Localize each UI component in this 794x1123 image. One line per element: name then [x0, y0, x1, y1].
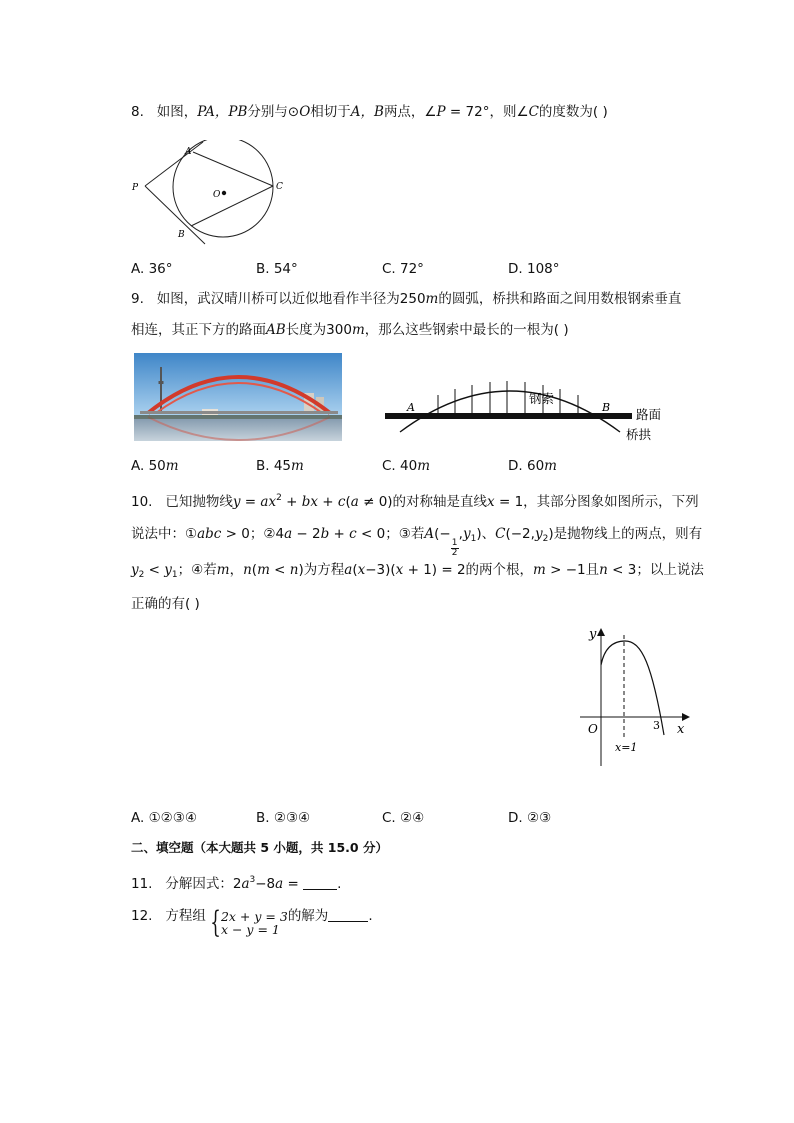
q8-label-a: A	[185, 147, 192, 157]
q10-number: 10.	[131, 494, 153, 510]
bridge-photo	[134, 353, 342, 441]
q8-var: P	[436, 104, 446, 120]
q9-var: m	[425, 291, 439, 307]
q9-label-road: 路面	[636, 407, 662, 422]
q9-bridge-diagram	[380, 372, 670, 448]
q10-parabola-graph	[570, 620, 695, 770]
q12-answer-blank[interactable]	[328, 907, 368, 922]
q9-number: 9.	[131, 291, 144, 307]
q8-text: 分别与⊙	[247, 104, 300, 120]
q9-label-b: B	[602, 401, 611, 414]
q10-stem-line4: 正确的有( )	[131, 596, 200, 612]
q8-option-d[interactable]: D. 108°	[508, 261, 560, 277]
q10-option-b[interactable]: B. ②③④	[256, 810, 311, 826]
q10-label-three: 3	[653, 719, 660, 732]
q10-option-d[interactable]: D. ②③	[508, 810, 552, 826]
q8-var: PA，PB	[197, 104, 248, 120]
q9-text: 相连，其正下方的路面	[131, 322, 266, 338]
q8-text: = 72°，则∠	[445, 104, 529, 120]
q10-stem-line1: 10. 已知抛物线$y = ax^2$ + bx + c(a ≠ 0)的对称轴是直线x = 1，其部分图象如图所示，下列	[131, 493, 699, 510]
q9-var: m	[351, 322, 365, 338]
q9-label-cable: 钢索	[529, 391, 555, 406]
q9-text: 250	[399, 291, 426, 307]
q9-cables	[438, 381, 578, 413]
q8-var: C	[528, 104, 539, 120]
q9-option-a[interactable]: A. 50m	[131, 458, 179, 474]
q9-option-d[interactable]: D. 60m	[508, 458, 557, 474]
q9-stem-line1	[131, 289, 681, 309]
q9-option-c[interactable]: C. 40m	[382, 458, 430, 474]
q8-label-c: C	[276, 182, 283, 192]
q10-fraction: $\frac{1}{2}$	[451, 538, 458, 558]
q10-stem-line3: $y_2 < y_1$；④若m，n(m < n)为方程a(x−3)(x + 1) = 2的两个根，m > −1且n < 3；以上说法	[131, 562, 704, 580]
q9-text: ，那么这些钢索中最长的一根为( )	[364, 322, 569, 338]
q10-label-x: x	[677, 722, 685, 737]
q9-text: 长度为	[285, 322, 327, 338]
q9-option-b[interactable]: B. 45m	[256, 458, 304, 474]
q12-equation-system: { 2x + y = 3 x − y = 1	[210, 905, 288, 940]
q10-label-y: y	[589, 627, 597, 642]
section-title: 二、填空题（本大题共 5 小题，共 15.0 分）	[131, 840, 388, 855]
q12-number: 12.	[131, 908, 153, 924]
q8-center-point	[222, 191, 226, 195]
q8-stem	[131, 102, 608, 122]
q10-x-arrow	[682, 713, 690, 721]
q8-circle-figure	[125, 140, 295, 250]
q9-road	[385, 413, 632, 419]
q8-tangent-pb	[145, 186, 205, 244]
q8-text: 两点，∠	[383, 104, 437, 120]
q8-option-b[interactable]: B. 54°	[256, 261, 298, 277]
q10-stem-line2: 说法中：①abc > 0；②4a − 2b + c < 0；③若A(− $\frac{1}{2}$ $,y_1$)、$C(-2,y_2)$是抛物线上的两点，则有	[131, 526, 703, 558]
q10-label-origin: O	[588, 722, 598, 736]
q10-option-c[interactable]: C. ②④	[382, 810, 425, 826]
q11-stem: 11. 分解因式：$2a^3-8a$ = .	[131, 875, 342, 892]
q9-text: 的圆弧，桥拱和路面之间用数根钢索垂直	[438, 291, 682, 307]
q8-text: 的度数为( )	[538, 104, 608, 120]
q8-label-p: P	[132, 183, 139, 193]
q8-var: O	[299, 104, 311, 120]
q8-chord-ac	[193, 152, 273, 186]
q12-stem: 12. 方程组 { 2x + y = 3 x − y = 1 的解为 .	[131, 905, 373, 940]
q11-number: 11.	[131, 876, 153, 892]
q9-var: AB	[266, 322, 286, 338]
q8-option-a[interactable]: A. 36°	[131, 261, 173, 277]
q8-option-c[interactable]: C. 72°	[382, 261, 424, 277]
q8-var: A，B	[350, 104, 384, 120]
q9-label-arch: 桥拱	[626, 427, 652, 442]
q8-label-o: O	[213, 190, 221, 200]
q8-text: 如图，	[156, 104, 198, 120]
q10-option-a[interactable]: A. ①②③④	[131, 810, 197, 826]
q8-label-b: B	[178, 230, 185, 240]
q9-text: 300	[326, 322, 352, 338]
q9-stem-line2	[131, 320, 569, 340]
q9-text: 如图，武汉晴川桥可以近似地看作半径为	[156, 291, 400, 307]
q10-label-axis: x=1	[615, 741, 638, 754]
q8-text: 相切于	[310, 104, 351, 120]
q8-number: 8.	[131, 104, 144, 120]
q9-label-a: A	[407, 401, 415, 414]
q10-y-arrow	[597, 628, 605, 636]
q9-arch-curve	[400, 391, 620, 432]
q11-answer-blank[interactable]	[303, 875, 337, 890]
